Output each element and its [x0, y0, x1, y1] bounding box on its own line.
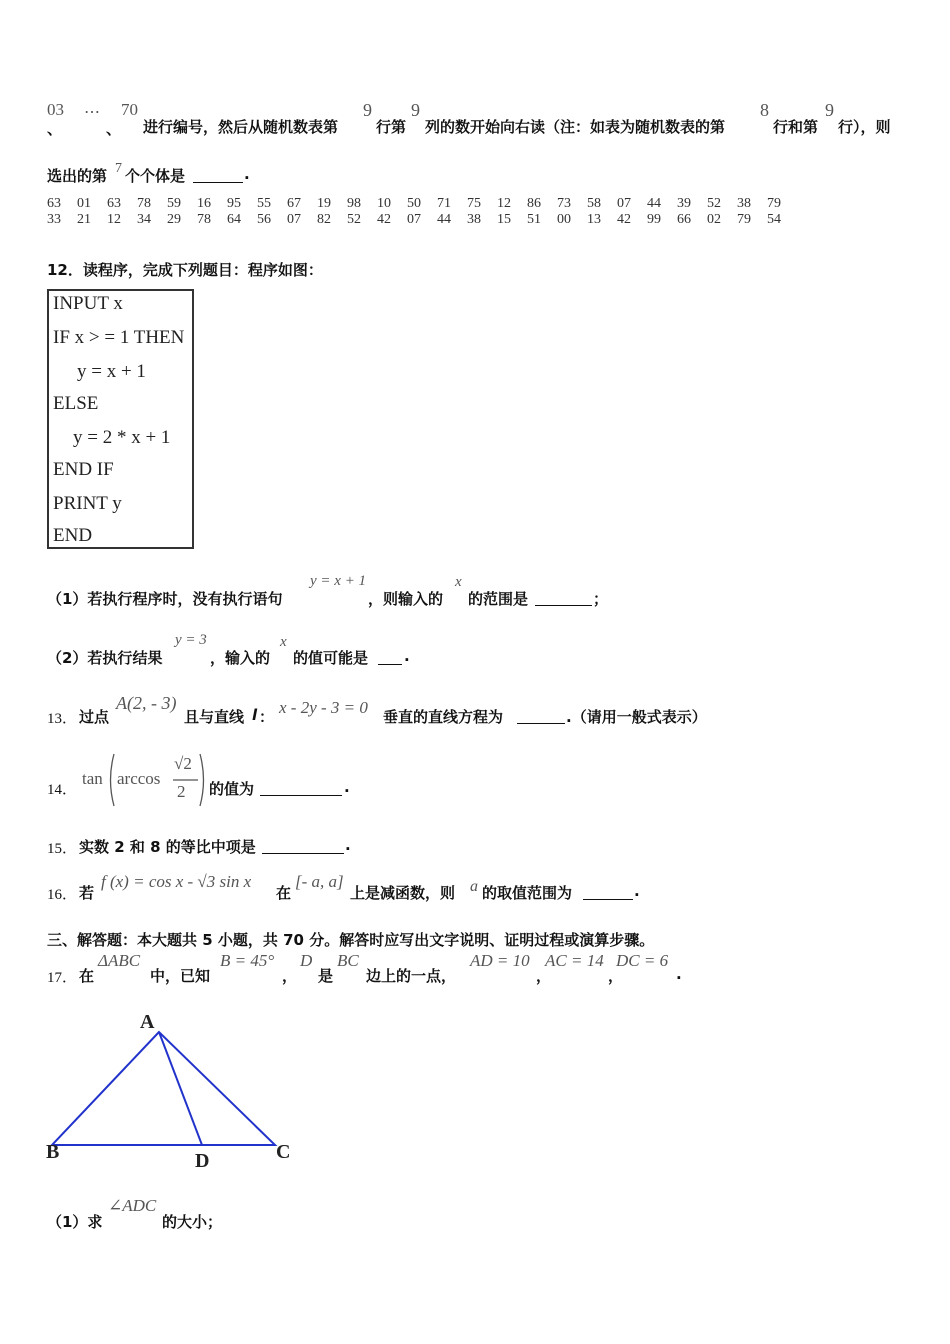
table-cell: 58: [587, 196, 601, 211]
table-row-9: [47, 212, 797, 228]
table-cell: 51: [527, 212, 541, 227]
table-cell: 42: [377, 212, 391, 227]
ellipsis: ⋯: [84, 104, 100, 121]
answer-blank: [535, 588, 592, 606]
row-number: 9: [363, 100, 372, 120]
tan-func: tan: [82, 769, 103, 788]
table-cell: 02: [707, 212, 721, 227]
label-b: B: [46, 1141, 60, 1163]
q12-part1: （1）若执行程序时，没有执行语句: [47, 590, 283, 608]
q16-number: 16．: [47, 887, 78, 903]
table-cell: 56: [257, 212, 271, 227]
table-cell: 99: [647, 212, 661, 227]
table-cell: 10: [377, 196, 391, 211]
period: .: [634, 882, 640, 900]
var-x: x: [280, 634, 287, 650]
table-cell: 42: [617, 212, 631, 227]
q17-number: 17．: [47, 970, 78, 986]
table-cell: 01: [77, 196, 91, 211]
table-cell: 12: [107, 212, 121, 227]
table-cell: 98: [347, 196, 361, 211]
table-cell: 33: [47, 212, 61, 227]
table-cell: 39: [677, 196, 691, 211]
q11-text: 选出的第: [47, 167, 108, 185]
table-cell: 82: [317, 212, 331, 227]
q13-text: 垂直的直线方程为: [383, 708, 504, 726]
point-d: D: [300, 951, 313, 970]
function-f: f (x) = cos x - √3 sin x: [101, 872, 252, 891]
table-cell: 52: [347, 212, 361, 227]
triangle-abc-shape: [52, 1032, 275, 1145]
answer-blank: [260, 778, 342, 796]
number-70: 70: [121, 100, 138, 119]
table-cell: 67: [287, 196, 301, 211]
segment-ad: [159, 1032, 202, 1145]
arccos-func: arccos: [117, 769, 161, 788]
q17-text: 边上的一点，: [366, 967, 457, 985]
table-cell: 79: [767, 196, 781, 211]
note-row-9: 9: [825, 100, 834, 120]
q13-text: 过点: [79, 708, 110, 726]
expr-y-eq-3: y = 3: [175, 632, 207, 648]
table-cell: 64: [227, 212, 241, 227]
table-cell: 78: [137, 196, 151, 211]
period: .: [244, 165, 250, 183]
table-cell: 59: [167, 196, 181, 211]
triangle-abc: ΔABC: [98, 951, 141, 970]
table-cell: 15: [497, 212, 511, 227]
fraction-numerator: √2: [174, 754, 192, 773]
q11-text: 列的数开始向右读（注：如表为随机数表的第: [425, 118, 726, 136]
expr-y-eq-x-plus-1: y = x + 1: [310, 573, 367, 589]
table-cell: 12: [497, 196, 511, 211]
left-paren: [111, 754, 115, 806]
q16-text: 的取值范围为: [482, 884, 573, 902]
table-cell: 78: [197, 212, 211, 227]
angle-adc: ∠ADC: [108, 1196, 157, 1215]
program-line: y = 2 * x + 1: [73, 427, 171, 448]
label-d: D: [195, 1150, 210, 1172]
program-line: IF x > = 1 THEN: [53, 327, 185, 348]
table-cell: 55: [257, 196, 271, 211]
colon: ：: [259, 708, 275, 726]
table-cell: 79: [737, 212, 751, 227]
period: .: [676, 965, 682, 983]
q12-part1: ，则输入的: [368, 590, 444, 608]
table-cell: 07: [407, 212, 421, 227]
period: .: [404, 647, 410, 665]
nth-number: 7: [115, 161, 122, 176]
table-cell: 21: [77, 212, 91, 227]
table-cell: 38: [467, 212, 481, 227]
table-cell: 66: [677, 212, 691, 227]
answer-blank: [262, 836, 344, 854]
table-cell: 44: [437, 212, 451, 227]
program-line: y = x + 1: [77, 361, 146, 382]
table-cell: 52: [707, 196, 721, 211]
program-line: PRINT y: [53, 493, 122, 514]
q16-text: 若: [79, 884, 95, 902]
comma: ，: [608, 967, 624, 985]
label-a: A: [140, 1011, 155, 1033]
segment-bc: BC: [337, 951, 359, 970]
table-cell: 71: [437, 196, 451, 211]
program-line: ELSE: [53, 393, 99, 414]
table-cell: 00: [557, 212, 571, 227]
q16-text: 在: [276, 884, 292, 902]
interval: [- a, a]: [295, 872, 344, 891]
q12-part2: 的值可能是: [293, 649, 369, 667]
q16-text: 上是减函数，则: [350, 884, 456, 902]
q17-text: 是: [318, 967, 334, 985]
q13-text: .（请用一般式表示）: [566, 708, 707, 726]
table-cell: 63: [47, 196, 61, 211]
q12-title: 12．读程序，完成下列题目：程序如图：: [47, 261, 323, 279]
table-cell: 75: [467, 196, 481, 211]
var-a: a: [470, 878, 478, 895]
q12-part2: （2）若执行结果: [47, 649, 163, 667]
answer-blank: [193, 165, 243, 183]
program-line: INPUT x: [53, 293, 123, 314]
answer-blank: [583, 882, 633, 900]
q12-part2: ，输入的: [210, 649, 271, 667]
q11-text: 个个体是: [125, 167, 186, 185]
q12-part1: 的范围是: [468, 590, 529, 608]
table-row-8: [47, 196, 797, 212]
answer-blank: [378, 647, 402, 665]
table-cell: 34: [137, 212, 151, 227]
table-cell: 73: [557, 196, 571, 211]
program-line: END IF: [53, 459, 114, 480]
number-03: 03: [47, 100, 64, 119]
q11-text: 进行编号，然后从随机数表第: [143, 118, 339, 136]
q13-text: 且与直线: [184, 708, 245, 726]
separator: 、: [106, 120, 122, 138]
table-cell: 19: [317, 196, 331, 211]
table-cell: 86: [527, 196, 541, 211]
q17-text: 中，已知: [150, 967, 211, 985]
q17-text: 在: [79, 967, 95, 985]
table-cell: 63: [107, 196, 121, 211]
line-equation: x - 2y - 3 = 0: [279, 698, 368, 717]
point-a: A(2, - 3): [116, 693, 177, 713]
table-cell: 16: [197, 196, 211, 211]
label-c: C: [276, 1141, 291, 1163]
table-cell: 44: [647, 196, 661, 211]
separator: 、: [47, 120, 63, 138]
angle-b: B = 45°: [220, 951, 275, 970]
var-x: x: [455, 574, 462, 590]
fraction-denominator: 2: [177, 782, 186, 801]
period: .: [345, 836, 351, 854]
right-paren: [200, 754, 204, 806]
table-cell: 07: [617, 196, 631, 211]
table-cell: 50: [407, 196, 421, 211]
q13-number: 13．: [47, 711, 78, 727]
q17-part1: （1）求: [47, 1213, 103, 1231]
table-cell: 95: [227, 196, 241, 211]
table-cell: 38: [737, 196, 751, 211]
program-box: [47, 289, 194, 549]
table-cell: 13: [587, 212, 601, 227]
program-line: END: [53, 525, 93, 546]
table-cell: 07: [287, 212, 301, 227]
period: .: [344, 778, 350, 796]
random-number-table: [47, 196, 797, 228]
answer-blank: [517, 706, 565, 724]
note-row-8: 8: [760, 100, 769, 120]
q14-text: 的值为: [209, 780, 255, 798]
length-ad: AD = 10: [470, 951, 530, 970]
q15-text: 实数 2 和 8 的等比中项是: [79, 838, 256, 856]
q11-text: 行），则: [838, 118, 891, 136]
table-cell: 29: [167, 212, 181, 227]
q11-text: 行和第: [773, 118, 819, 136]
table-cell: 54: [767, 212, 781, 227]
section-three-heading: 三、解答题：本大题共 5 小题，共 70 分。解答时应写出文字说明、证明过程或演算步骤。: [47, 931, 655, 949]
q11-text: 行第: [376, 118, 407, 136]
q14-number: 14．: [47, 782, 78, 798]
line-l: l: [252, 706, 258, 724]
q17-part1: 的大小；: [162, 1213, 223, 1231]
column-number: 9: [411, 100, 420, 120]
length-dc: DC = 6: [616, 951, 669, 970]
triangle-figure: [40, 1005, 310, 1175]
q15-number: 15．: [47, 841, 78, 857]
comma: ，: [282, 967, 298, 985]
length-ac: AC = 14: [545, 951, 604, 970]
comma: ，: [536, 967, 552, 985]
semicolon: ；: [593, 590, 609, 608]
